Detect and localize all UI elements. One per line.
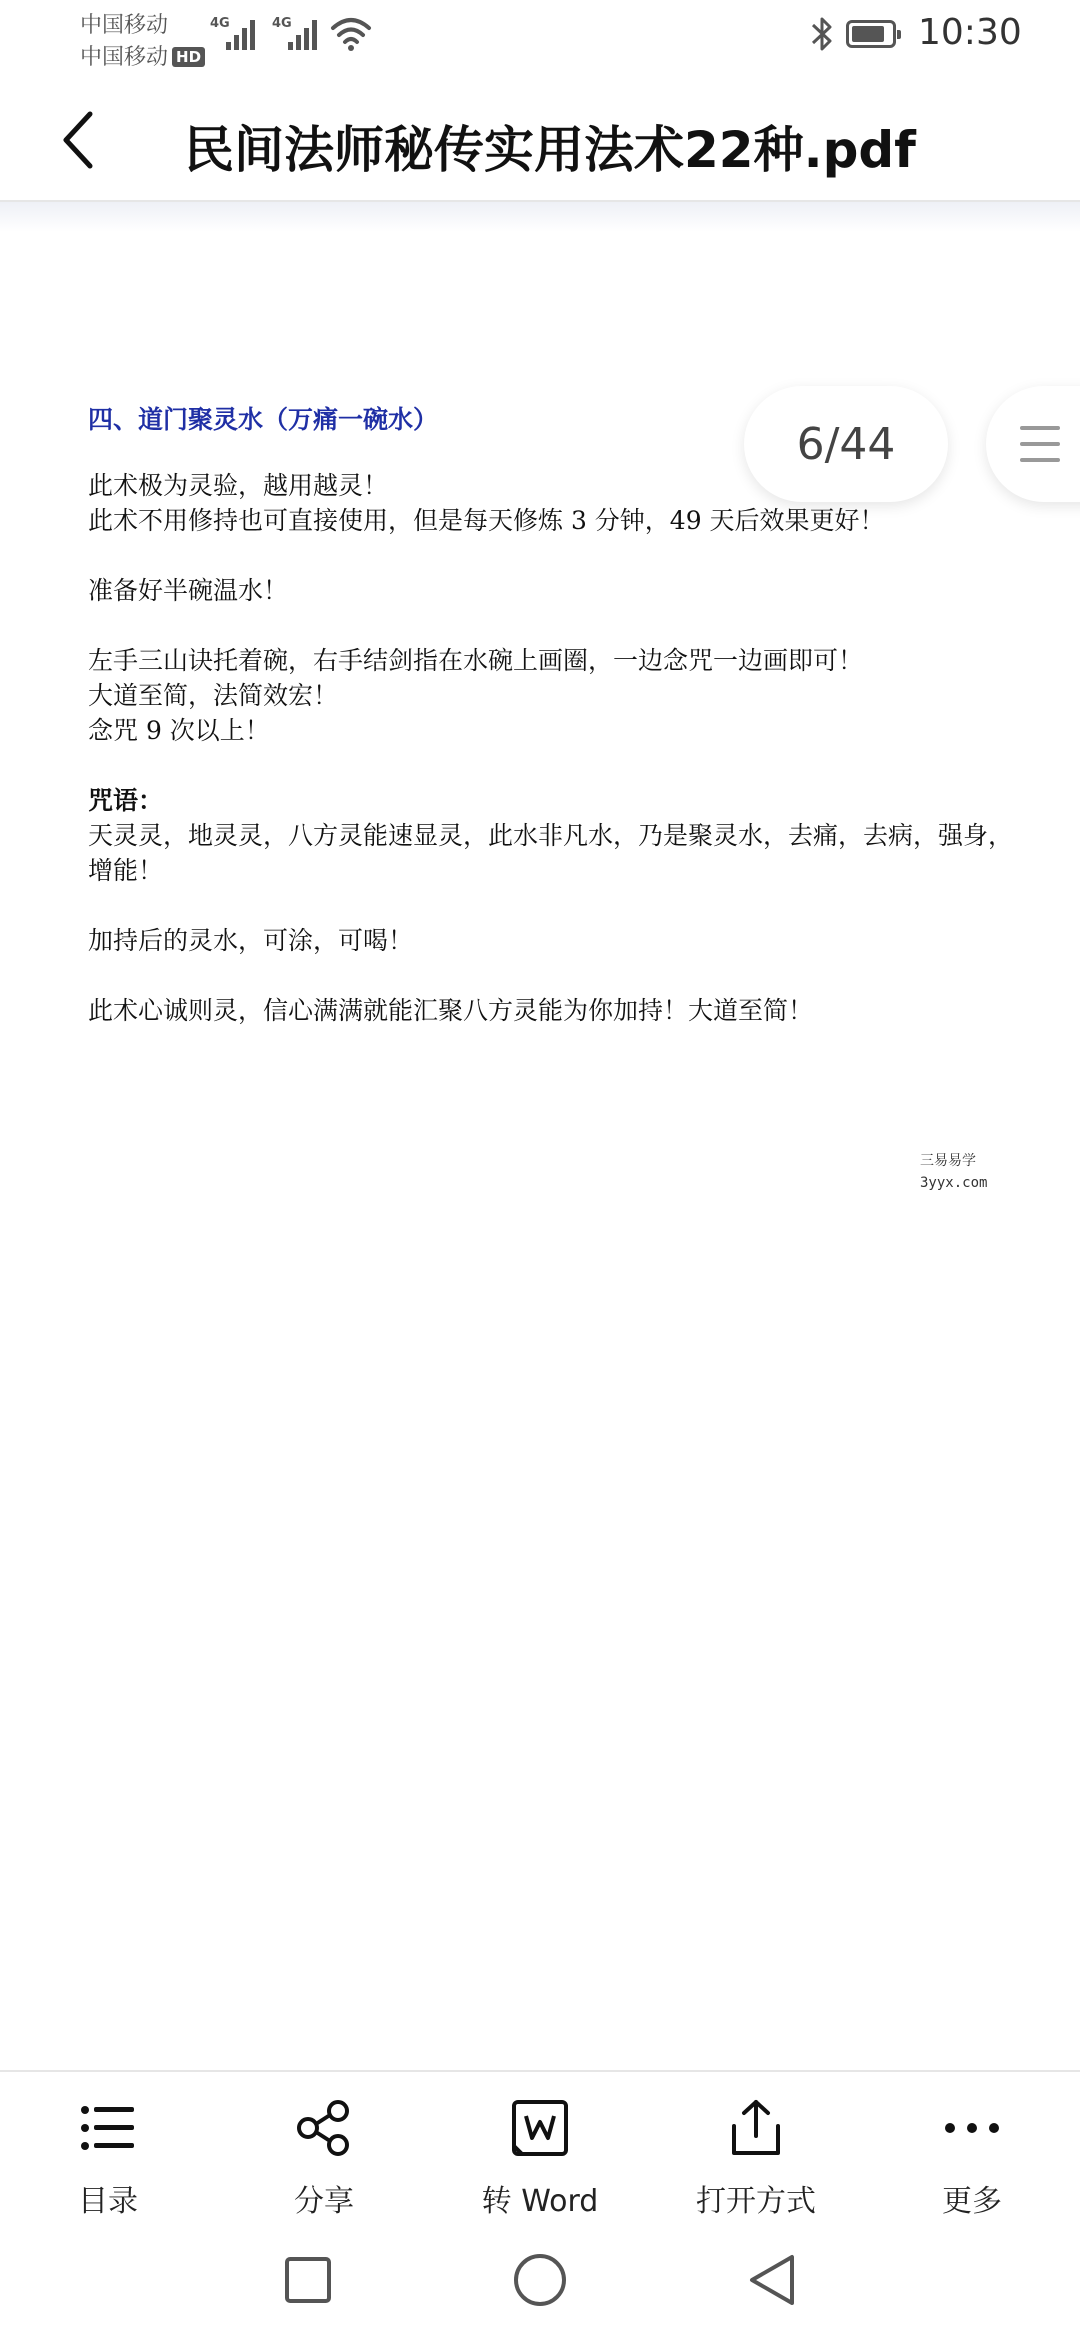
carrier-2	[80, 40, 205, 71]
system-navbar	[0, 2220, 1080, 2340]
header-shadow	[0, 202, 1080, 232]
convert-word-button[interactable]	[432, 2092, 648, 2222]
home-icon	[512, 2252, 568, 2308]
watermark-line-2: 3yyx.com	[920, 1175, 988, 1191]
network-type-1: 4G	[210, 16, 230, 31]
paragraph: 此术极为灵验，越用越灵！	[88, 471, 389, 500]
network-type-2: 4G	[272, 16, 292, 31]
watermark	[920, 1150, 987, 1194]
paragraph: 加持后的灵水，可涂，可喝！	[88, 926, 414, 955]
hd-badge: HD	[172, 47, 205, 67]
share-label: 分享	[294, 2184, 354, 2219]
clock: 10:30	[918, 12, 1022, 53]
share-button[interactable]	[216, 2092, 432, 2222]
app-header	[0, 80, 1080, 202]
section-title: 四、道门聚灵水（万痛一碗水）	[88, 405, 439, 434]
open-with-icon	[726, 2098, 786, 2158]
chevron-left-icon	[58, 110, 98, 170]
recent-apps-icon	[284, 2256, 332, 2304]
paragraph: 念咒 9 次以上！	[88, 716, 270, 745]
floating-menu-button[interactable]	[986, 386, 1080, 502]
word-convert-icon	[510, 2098, 570, 2158]
back-button[interactable]	[40, 102, 116, 178]
paragraph: 左手三山诀托着碗，右手结剑指在水碗上画圈，一边念咒一边画即可！	[88, 646, 864, 675]
open-with-label: 打开方式	[696, 2184, 816, 2219]
toc-button[interactable]	[0, 2092, 216, 2222]
home-button[interactable]	[508, 2248, 572, 2312]
page-indicator[interactable]: 6/44	[744, 386, 948, 502]
bluetooth-icon	[808, 14, 836, 54]
open-with-button[interactable]	[648, 2092, 864, 2222]
convert-word-label: 转 Word	[481, 2184, 599, 2219]
document-title: 民间法师秘传实用法术22种.pdf	[184, 121, 916, 179]
more-label: 更多	[942, 2184, 1002, 2219]
more-button[interactable]	[864, 2092, 1080, 2222]
battery-fill	[852, 26, 884, 42]
toc-label: 目录	[78, 2184, 138, 2219]
list-icon	[78, 2098, 138, 2158]
bottom-toolbar	[0, 2070, 1080, 2222]
status-bar	[0, 0, 1080, 80]
paragraph: 此术不用修持也可直接使用，但是每天修炼 3 分钟，49 天后效果更好！	[88, 506, 885, 535]
paragraph: 此术心诚则灵，信心满满就能汇聚八方灵能为你加持！大道至简！	[88, 996, 814, 1025]
watermark-line-1: 三易易学	[920, 1153, 976, 1169]
carrier-2-label: 中国移动	[80, 45, 169, 70]
recent-apps-button[interactable]	[276, 2248, 340, 2312]
carrier-1: 中国移动	[80, 13, 169, 38]
back-icon	[746, 2252, 798, 2308]
paragraph: 准备好半碗温水！	[88, 576, 289, 605]
nav-back-button[interactable]	[740, 2248, 804, 2312]
menu-lines-icon	[1018, 424, 1062, 464]
battery-icon	[846, 20, 896, 48]
incantation-text: 天灵灵，地灵灵，八方灵能速显灵，此水非凡水，乃是聚灵水，去痛，去病，强身，增能！	[88, 821, 1014, 885]
wifi-icon	[330, 16, 372, 52]
share-icon	[294, 2098, 354, 2158]
paragraph: 大道至简，法简效宏！	[88, 681, 339, 710]
more-dots-icon	[942, 2098, 1002, 2158]
incantation-heading: 咒语：	[88, 786, 164, 815]
